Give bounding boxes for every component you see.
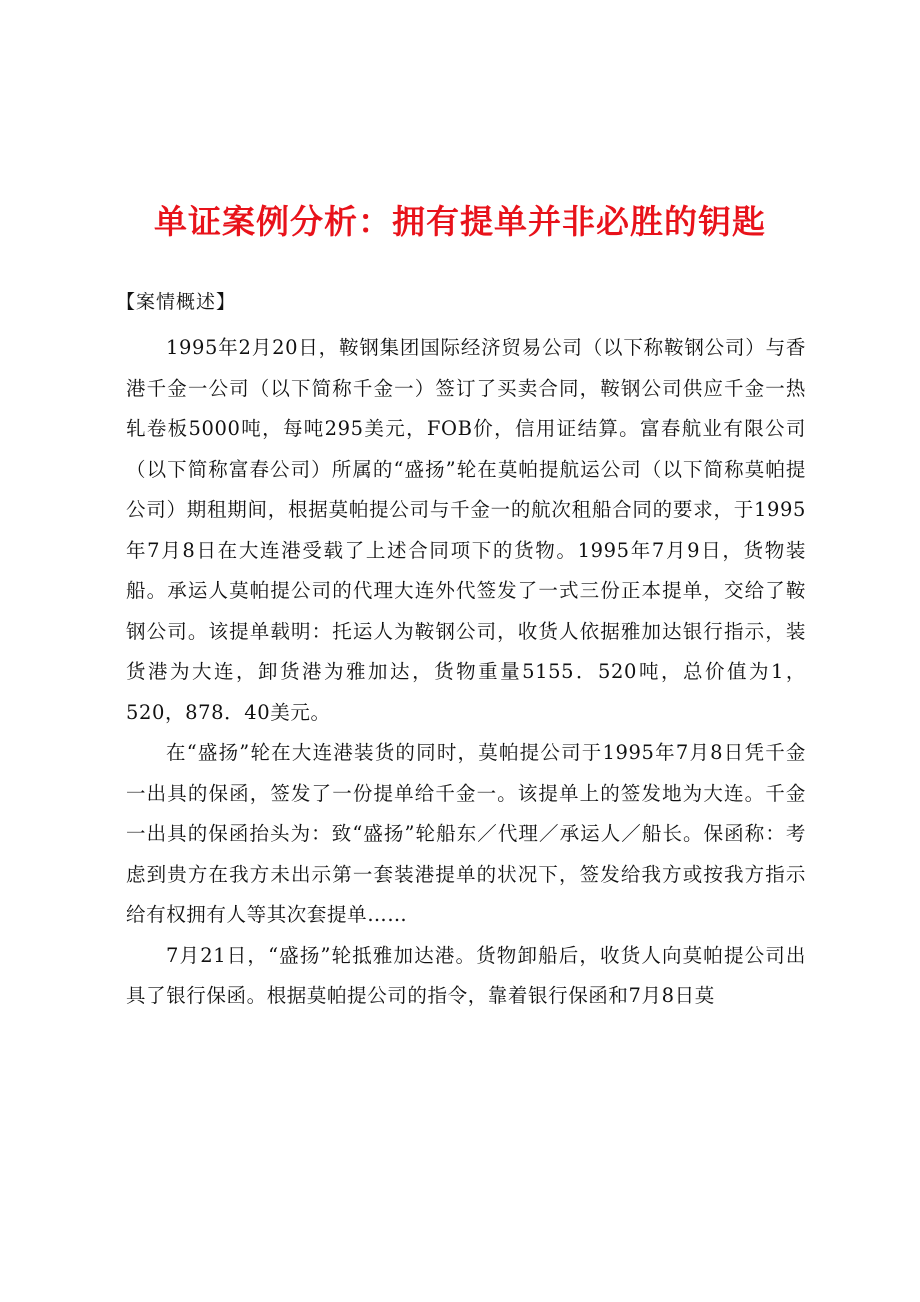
paragraph: 在“盛扬”轮在大连港装货的同时，莫帕提公司于1995年7月8日凭千金一出具的保函，签发了一份提单给千金一。该提单上的签发地为大连。千金一出具的保函抬头为：致“盛扬”轮船东／代理／承运人／船长。保函称：考虑到贵方在我方未出示第一套装港提单的状况下，签发给我方或按我方指示给有权拥有人等其次套提单…… <box>126 741 806 926</box>
section-label: 【案情概述】 <box>116 291 237 313</box>
paragraph: 7月21日，“盛扬”轮抵雅加达港。货物卸船后，收货人向莫帕提公司出具了银行保函。根据莫帕提公司的指令，靠着银行保函和7月8日莫 <box>126 943 806 1007</box>
paragraph: 1995年2月20日，鞍钢集团国际经济贸易公司（以下称鞍钢公司）与香港千金一公司（以下简称千金一）签订了买卖合同，鞍钢公司供应千金一热轧卷板5000吨，每吨295美元，FOB价，信用证结算。富春航业有限公司（以下简称富春公司）所属的“盛扬”轮在莫帕提航运公司（以下简称莫帕提公司）期租期间，根据莫帕提公司与千金一的航次租船合同的要求，于1995年7月8日在大连港受载了上述合同项下的货物。1995年7月9日，货物装船。承运人莫帕提公司的代理大连外代签发了一式三份正本提单，交给了鞍钢公司。该提单载明：托运人为鞍钢公司，收货人依据雅加达银行指示，装货港为大连，卸货港为雅加达，货物重量5155．520吨，总价值为1，520，878．40美元。 <box>126 336 806 724</box>
document-title: 单证案例分析：拥有提单并非必胜的钥匙 <box>154 202 766 241</box>
document-body <box>126 328 806 1017</box>
